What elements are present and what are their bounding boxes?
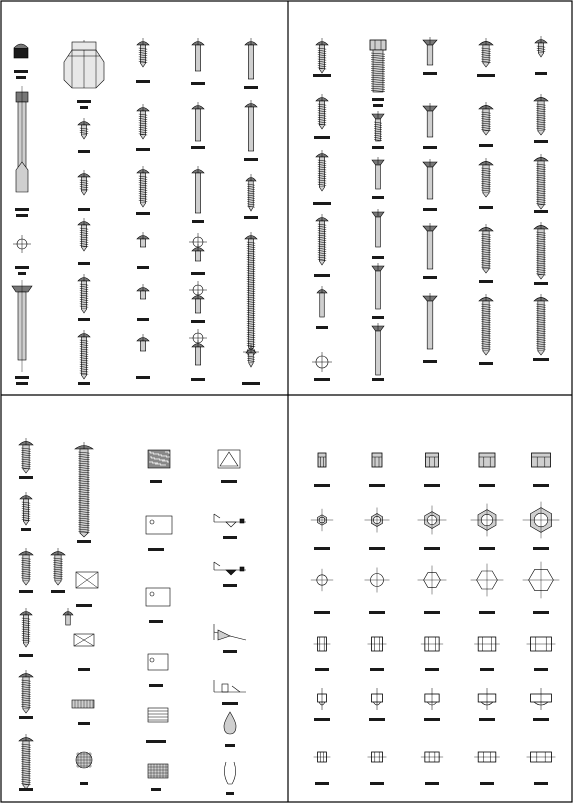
- caption-bar: [479, 362, 493, 365]
- speckle: [167, 461, 168, 462]
- caption-bar: [479, 547, 495, 550]
- caption-bar: [137, 318, 149, 321]
- flat-head-screw-symbol: [372, 323, 384, 375]
- chamfered-nut-side-symbol: [421, 752, 443, 762]
- chamfered-nut-side-symbol: [527, 752, 556, 762]
- caption-bar: [533, 484, 549, 487]
- caption-bar: [226, 792, 234, 795]
- pan-head-screw-symbol: [78, 118, 90, 139]
- pan-head-screw-symbol: [137, 334, 149, 351]
- caption-bar: [19, 716, 33, 719]
- speckle: [160, 454, 161, 455]
- caption-bar: [313, 202, 331, 205]
- speckle: [153, 453, 154, 454]
- caption-bar: [313, 74, 331, 77]
- chamfered-nut-side-symbol: [314, 752, 331, 762]
- washer-side-symbol: [318, 688, 327, 710]
- caption-bar: [16, 76, 26, 79]
- nut-plan-view-symbol: [523, 502, 560, 539]
- pan-head-screw-symbol: [316, 38, 328, 73]
- flat-head-screw-symbol: [372, 157, 384, 189]
- bolt-plan-outline-symbol: [471, 564, 504, 597]
- pan-head-screw-symbol: [137, 104, 149, 139]
- pan-head-screw-symbol: [137, 166, 149, 207]
- pan-head-screw-symbol: [137, 232, 149, 247]
- pan-head-screw-symbol: [245, 232, 257, 351]
- caption-bar: [373, 104, 383, 107]
- pan-head-screw-symbol: [192, 166, 204, 213]
- caption-bar: [16, 382, 28, 385]
- speckle: [159, 459, 160, 460]
- caption-bar: [15, 266, 29, 269]
- caption-bar: [15, 376, 29, 379]
- pan-head-screw-symbol: [51, 548, 65, 585]
- caption-bar: [314, 547, 330, 550]
- long-rivet-symbol: [12, 280, 32, 372]
- panel-bottom-left: [19, 438, 246, 795]
- speckle: [161, 455, 162, 456]
- caption-bar: [136, 212, 150, 215]
- speckle: [152, 452, 153, 453]
- plate-symbol: [146, 516, 172, 534]
- large-hex-nut-symbol: [64, 40, 104, 88]
- caption-bar: [149, 620, 163, 623]
- caption-bar: [534, 782, 548, 785]
- nut-elevation-symbol: [479, 453, 495, 467]
- pan-head-screw-symbol: [20, 492, 32, 525]
- triangle-frame-symbol: [218, 450, 240, 468]
- caption-bar: [137, 266, 149, 269]
- speckle: [164, 464, 165, 465]
- weld-symbol: [214, 514, 246, 527]
- pan-head-screw-symbol: [245, 38, 257, 79]
- caption-bar: [314, 484, 330, 487]
- grid-block-symbol: [148, 764, 168, 778]
- caption-bar: [191, 82, 205, 85]
- caption-bar: [372, 98, 384, 101]
- pan-head-screw-symbol: [78, 170, 90, 195]
- pan-head-screw-symbol: [75, 442, 93, 537]
- hatched-circle-symbol: [76, 752, 92, 768]
- caption-bar: [315, 782, 329, 785]
- speckle: [163, 455, 164, 456]
- pan-head-screw-symbol: [19, 548, 33, 585]
- caption-bar: [14, 70, 28, 73]
- pan-head-screw-symbol: [137, 284, 149, 299]
- caption-bar: [423, 208, 437, 211]
- pan-head-screw-symbol: [316, 94, 328, 129]
- drop-shape-symbol: [224, 712, 236, 734]
- caption-bar: [315, 668, 329, 671]
- caption-bar: [77, 540, 91, 543]
- caption-bar: [78, 668, 90, 671]
- caption-bar: [80, 782, 88, 785]
- caption-bar: [479, 484, 495, 487]
- caption-bar: [191, 272, 205, 275]
- nut-elevation-symbol: [318, 453, 326, 467]
- pan-head-screw-symbol: [246, 346, 256, 367]
- speckle: [156, 458, 157, 459]
- caption-bar: [533, 611, 549, 614]
- caption-bar: [19, 476, 33, 479]
- flat-head-screw-symbol: [423, 293, 437, 349]
- caption-bar: [370, 782, 384, 785]
- pan-head-screw-symbol: [192, 244, 204, 261]
- caption-bar: [425, 668, 439, 671]
- speckle: [153, 457, 154, 458]
- washer-side-symbol: [531, 688, 552, 710]
- speckle: [155, 463, 156, 464]
- pan-head-screw-symbol: [534, 222, 548, 279]
- chamfered-nut-side-symbol: [474, 752, 500, 762]
- caption-bar: [369, 484, 385, 487]
- nut-plan-view-symbol: [471, 504, 504, 537]
- pan-head-screw-symbol: [479, 102, 493, 135]
- caption-bar: [149, 684, 163, 687]
- caption-bar: [479, 611, 495, 614]
- caption-bar: [423, 276, 437, 279]
- caption-bar: [77, 100, 91, 103]
- caption-bar: [533, 718, 549, 721]
- speckle: [152, 462, 153, 463]
- speckle: [157, 463, 158, 464]
- flat-head-screw-symbol: [372, 209, 384, 247]
- caption-bar: [372, 146, 384, 149]
- panel-bottom-right: [311, 453, 560, 785]
- speckle: [151, 461, 152, 462]
- plate-symbol: [146, 588, 170, 606]
- caption-bar: [78, 318, 90, 321]
- caption-bar: [192, 220, 204, 223]
- bolt-head-elevation-symbol: [314, 637, 331, 651]
- striped-block-symbol: [148, 708, 168, 722]
- pan-head-screw-symbol: [535, 36, 547, 57]
- speckle: [165, 451, 166, 452]
- bent-hook-symbol: [224, 762, 235, 784]
- weld-symbol: [214, 562, 246, 575]
- caption-bar: [136, 148, 150, 151]
- caption-bar: [15, 208, 29, 211]
- speckle: [154, 462, 155, 463]
- weld-angle-symbol: [214, 624, 246, 640]
- caption-bar: [76, 604, 92, 607]
- pan-head-screw-symbol: [78, 218, 90, 251]
- speckle: [150, 452, 151, 453]
- caption-bar: [316, 326, 328, 329]
- bolt-head-elevation-symbol: [421, 637, 443, 651]
- washer-side-symbol: [425, 688, 439, 710]
- chamfered-nut-side-symbol: [368, 752, 387, 762]
- caption-bar: [222, 702, 238, 705]
- speckle: [159, 463, 160, 464]
- caption-bar: [18, 272, 26, 275]
- cap-nut-symbol: [14, 44, 28, 58]
- washer-side-symbol: [372, 688, 383, 710]
- caption-bar: [221, 480, 237, 483]
- caption-bar: [150, 480, 162, 483]
- caption-bar: [423, 360, 437, 363]
- pan-head-screw-symbol: [534, 94, 548, 135]
- caption-bar: [372, 316, 384, 319]
- caption-bar: [148, 548, 164, 551]
- pan-head-screw-symbol: [192, 340, 204, 365]
- nut-elevation-symbol: [532, 453, 551, 467]
- speckle: [149, 461, 150, 462]
- speckle: [150, 456, 151, 457]
- speckle: [161, 459, 162, 460]
- caption-bar: [78, 722, 90, 725]
- pan-head-screw-symbol: [479, 158, 493, 197]
- pan-head-screw-symbol: [192, 102, 204, 141]
- caption-bar: [78, 382, 90, 385]
- speckle: [168, 452, 169, 453]
- speckle: [167, 451, 168, 452]
- flat-head-screw-symbol: [372, 111, 384, 141]
- speckle: [151, 457, 152, 458]
- masonry-block-symbol: [72, 700, 94, 708]
- caption-bar: [19, 788, 33, 791]
- caption-bar: [223, 536, 237, 539]
- nut-plan-view-symbol: [418, 506, 447, 535]
- caption-bar: [479, 280, 493, 283]
- speckled-patch-symbol: [148, 450, 170, 468]
- caption-bar: [425, 782, 439, 785]
- caption-bar: [223, 650, 237, 653]
- pan-head-screw-symbol: [534, 154, 548, 209]
- panel-top-left: [12, 38, 260, 385]
- weld-bracket-symbol: [214, 680, 246, 692]
- speckle: [158, 454, 159, 455]
- pan-head-screw-symbol: [78, 330, 90, 379]
- caption-bar: [191, 146, 205, 149]
- pan-head-screw-symbol: [479, 224, 493, 273]
- caption-bar: [78, 150, 90, 153]
- phillips-head-mark: [312, 352, 332, 372]
- bolt-plan-outline-symbol: [365, 568, 390, 593]
- speckle: [164, 460, 165, 461]
- bolt-head-elevation-symbol: [527, 637, 556, 651]
- caption-bar: [244, 158, 258, 161]
- caption-bar: [78, 262, 90, 265]
- caption-bar: [533, 547, 549, 550]
- caption-bar: [424, 718, 440, 721]
- pan-head-screw-symbol: [479, 38, 493, 67]
- caption-bar: [242, 382, 260, 385]
- panel-top-right: [312, 36, 549, 381]
- caption-bar: [223, 584, 237, 587]
- caption-bar: [424, 547, 440, 550]
- caption-bar: [424, 484, 440, 487]
- caption-bar: [533, 358, 549, 361]
- caption-bar: [244, 216, 258, 219]
- pan-head-screw-symbol: [534, 294, 548, 355]
- crosshair-centre-mark: [13, 235, 31, 253]
- caption-bar: [535, 72, 547, 75]
- hex-bolt-symbol: [370, 40, 386, 92]
- caption-bar: [477, 74, 495, 77]
- pan-head-screw-symbol: [19, 734, 33, 789]
- caption-bar: [479, 206, 493, 209]
- bolt-plan-outline-symbol: [418, 566, 447, 595]
- caption-bar: [314, 378, 330, 381]
- pan-head-screw-symbol: [19, 438, 33, 473]
- speckle: [160, 464, 161, 465]
- bolt-head-elevation-symbol: [368, 637, 387, 651]
- caption-bar: [369, 718, 385, 721]
- speckle: [165, 455, 166, 456]
- pan-head-screw-symbol: [192, 38, 204, 71]
- caption-bar: [136, 376, 150, 379]
- speckle: [168, 456, 169, 457]
- caption-bar: [136, 80, 150, 83]
- caption-bar: [372, 378, 384, 381]
- insulation-x-box: [74, 634, 94, 646]
- pan-head-screw-symbol: [479, 294, 493, 355]
- speckle: [149, 451, 150, 452]
- flat-head-screw-symbol: [423, 103, 437, 137]
- caption-bar: [480, 668, 494, 671]
- pan-head-screw-symbol: [317, 286, 327, 317]
- flat-head-screw-symbol: [423, 223, 437, 269]
- pan-head-screw-symbol: [20, 608, 32, 647]
- pan-head-screw-symbol: [316, 150, 328, 191]
- caption-bar: [423, 146, 437, 149]
- caption-bar: [225, 744, 235, 747]
- flat-head-screw-symbol: [372, 263, 384, 309]
- caption-bar: [423, 72, 437, 75]
- pan-head-screw-symbol: [316, 214, 328, 265]
- nut-plan-view-symbol: [311, 509, 333, 531]
- caption-bar: [21, 528, 31, 531]
- bolt-plan-outline-symbol: [311, 569, 333, 591]
- caption-bar: [151, 788, 161, 791]
- pan-head-screw-symbol: [63, 608, 73, 625]
- nut-elevation-symbol: [426, 453, 439, 467]
- plate-symbol: [148, 654, 168, 670]
- speckle: [163, 459, 164, 460]
- bolt-plan-outline-symbol: [523, 562, 560, 599]
- caption-bar: [16, 214, 28, 217]
- caption-bar: [534, 140, 548, 143]
- speckle: [154, 458, 155, 459]
- caption-bar: [78, 208, 90, 211]
- speckle: [162, 460, 163, 461]
- caption-bar: [314, 611, 330, 614]
- anchor-bolt-symbol: [16, 86, 28, 192]
- caption-bar: [314, 136, 330, 139]
- caption-bar: [369, 547, 385, 550]
- pan-head-screw-symbol: [245, 100, 257, 151]
- caption-bar: [314, 274, 330, 277]
- pan-head-screw-symbol: [78, 274, 90, 313]
- caption-bar: [480, 782, 494, 785]
- caption-bar: [369, 611, 385, 614]
- speckle: [162, 464, 163, 465]
- speckle: [166, 456, 167, 457]
- pan-head-screw-symbol: [19, 670, 33, 713]
- speckle: [158, 458, 159, 459]
- speckle: [155, 453, 156, 454]
- caption-bar: [19, 590, 33, 593]
- caption-bar: [479, 144, 493, 147]
- washer-side-symbol: [478, 688, 496, 710]
- speckle: [166, 460, 167, 461]
- bolt-head-elevation-symbol: [474, 637, 500, 651]
- caption-bar: [51, 590, 65, 593]
- caption-bar: [424, 611, 440, 614]
- caption-bar: [314, 718, 330, 721]
- flat-head-screw-symbol: [423, 159, 437, 199]
- speckle: [157, 453, 158, 454]
- caption-bar: [146, 740, 166, 743]
- caption-bar: [191, 378, 205, 381]
- pan-head-screw-symbol: [246, 174, 256, 211]
- caption-bar: [80, 106, 88, 109]
- caption-bar: [534, 282, 548, 285]
- caption-bar: [191, 320, 205, 323]
- pan-head-screw-symbol: [192, 292, 204, 313]
- caption-bar: [372, 256, 384, 259]
- flat-head-screw-symbol: [423, 37, 437, 65]
- nut-plan-view-symbol: [365, 508, 390, 533]
- caption-bar: [534, 668, 548, 671]
- caption-bar: [372, 196, 384, 199]
- caption-bar: [370, 668, 384, 671]
- caption-bar: [534, 210, 548, 213]
- insulation-x-box: [76, 572, 98, 588]
- pan-head-screw-symbol: [137, 38, 149, 67]
- caption-bar: [19, 654, 33, 657]
- speckle: [156, 462, 157, 463]
- nut-elevation-symbol: [372, 453, 382, 467]
- caption-bar: [479, 718, 495, 721]
- caption-bar: [244, 86, 258, 89]
